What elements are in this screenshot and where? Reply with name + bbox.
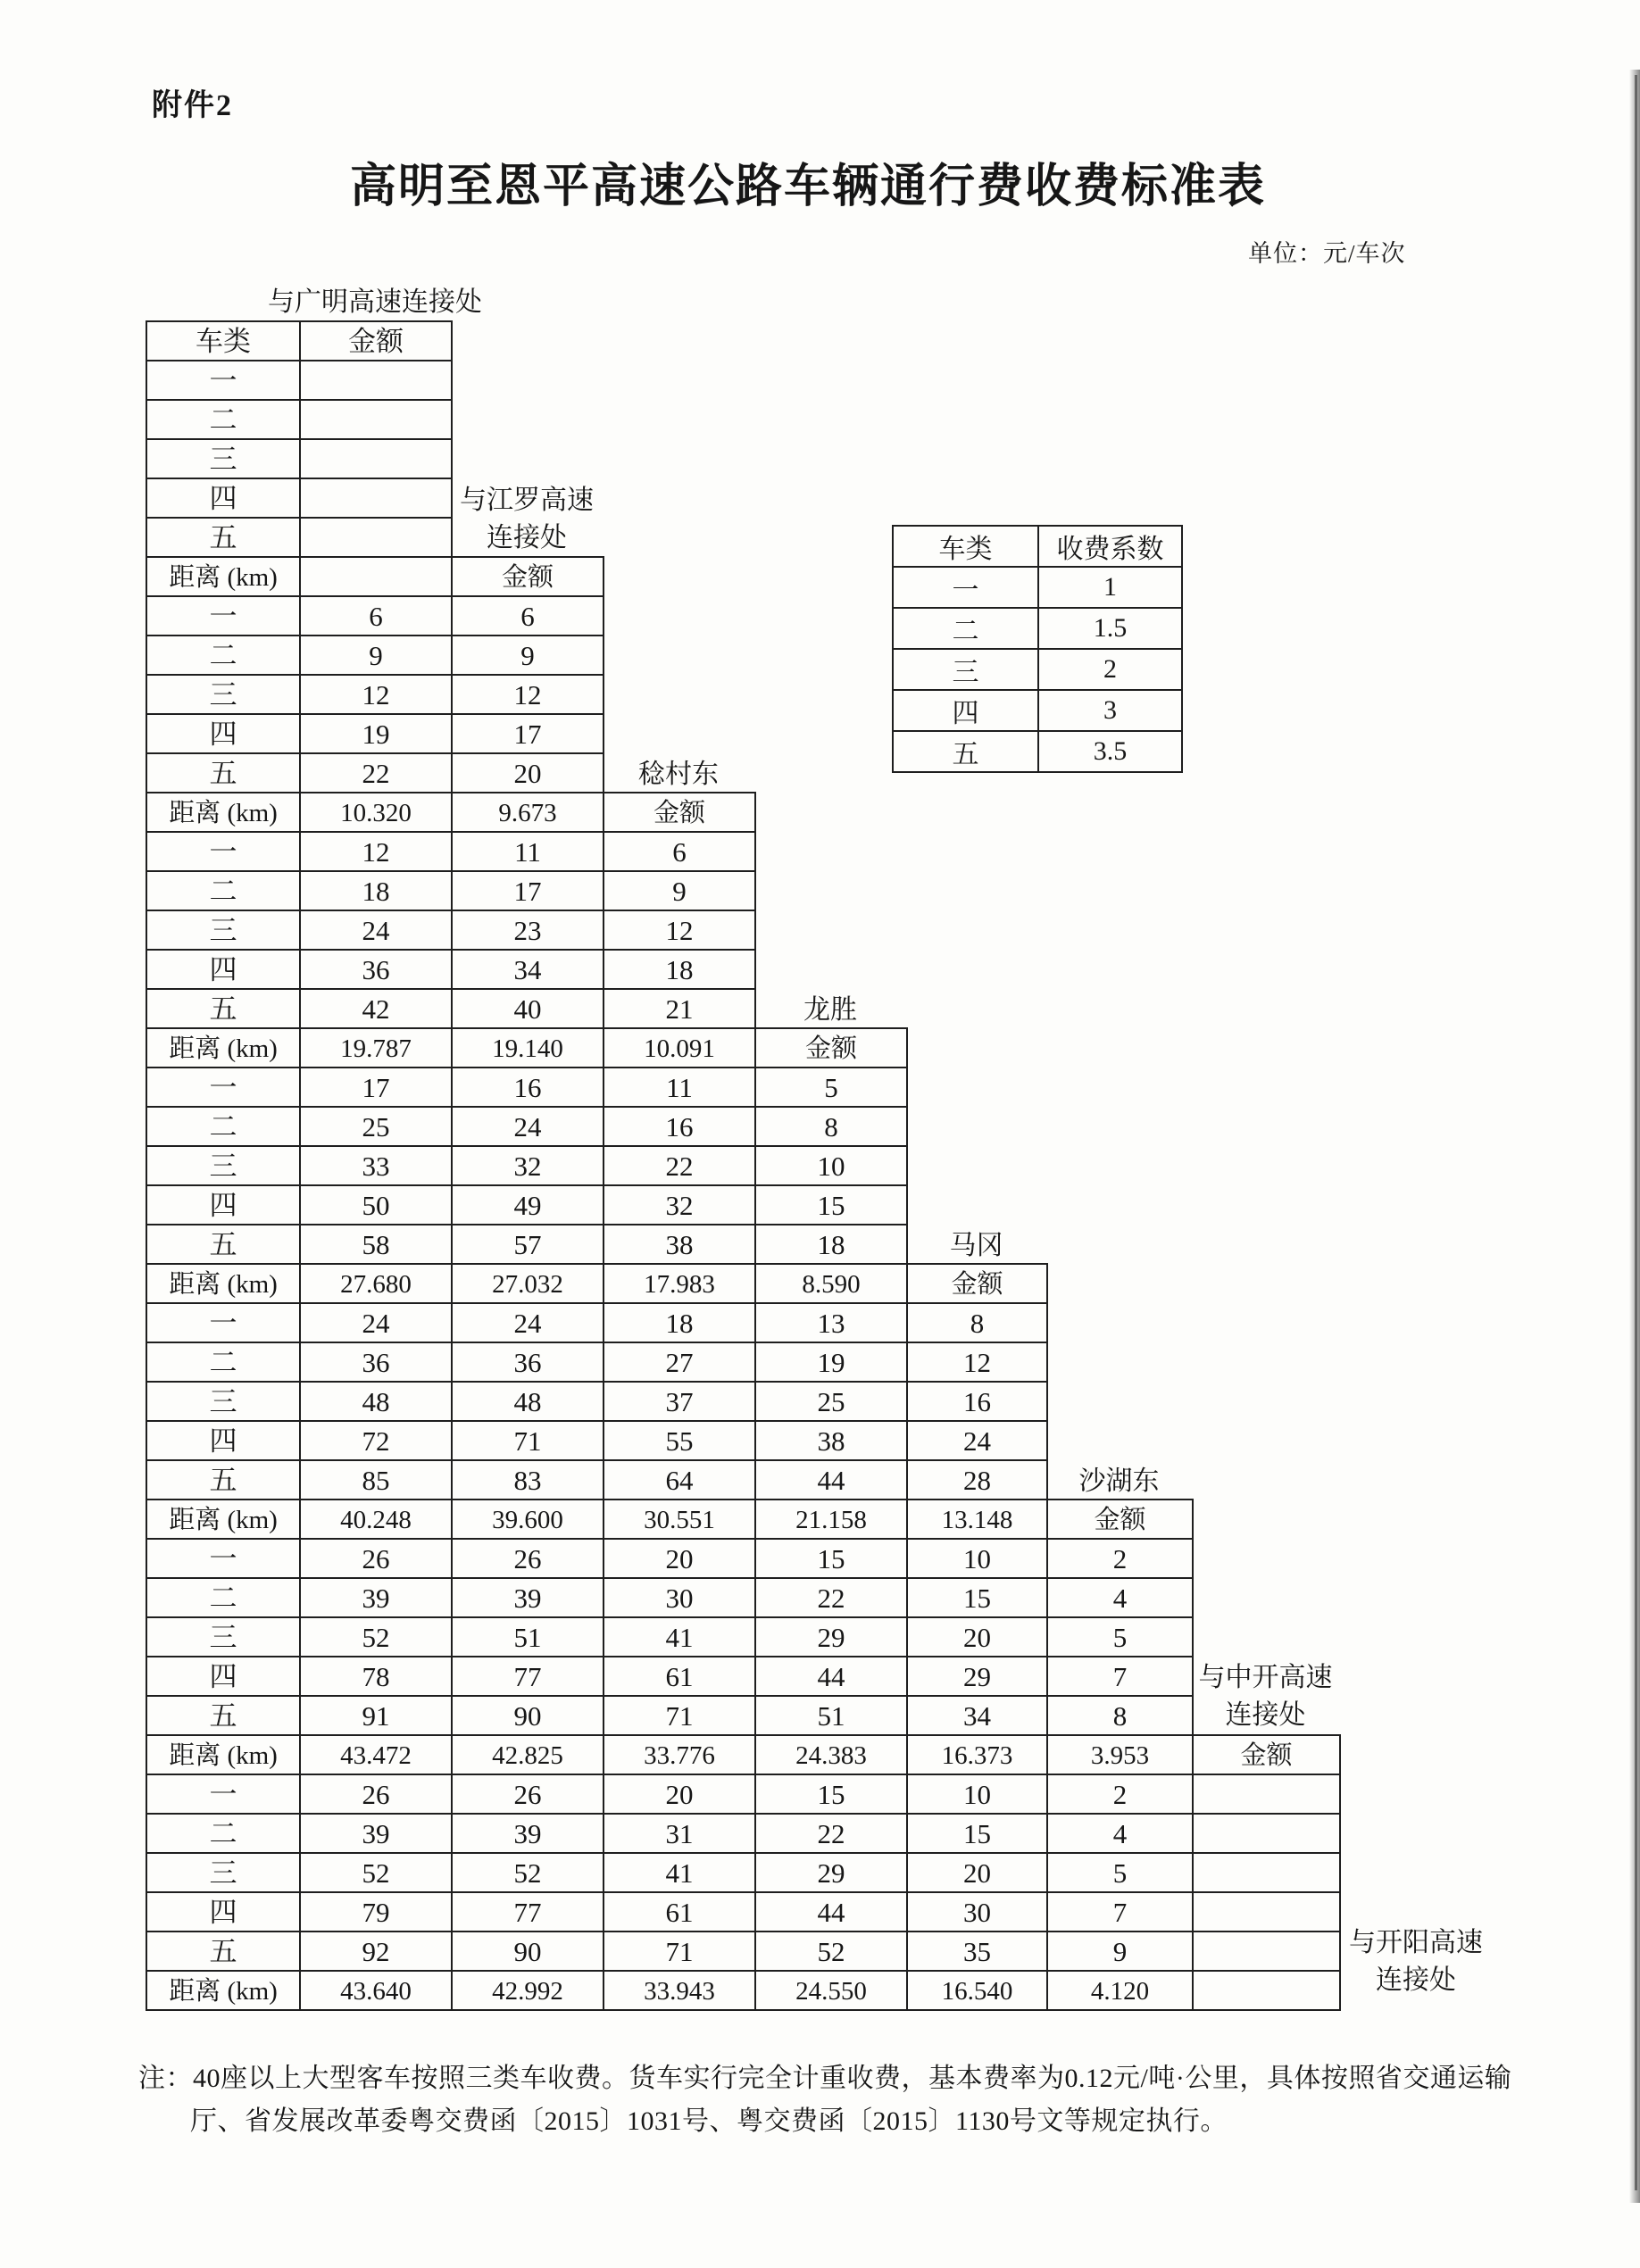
station-label-line: 与开阳高速 — [1349, 1928, 1483, 1957]
vehicle-class-cell: 五 — [146, 517, 301, 558]
toll-value-cell: 9 — [451, 635, 604, 676]
toll-value-cell: 30 — [906, 1891, 1048, 1932]
distance-value-cell: 27.032 — [451, 1263, 604, 1304]
toll-value-cell: 48 — [451, 1381, 604, 1422]
toll-value-cell: 24 — [451, 1106, 604, 1147]
attachment-label: 附件2 — [152, 89, 233, 122]
toll-value-cell: 77 — [451, 1891, 604, 1932]
toll-value-cell: 8 — [1046, 1695, 1194, 1736]
toll-value-cell: 51 — [754, 1695, 908, 1736]
vehicle-class-cell: 二 — [146, 1577, 301, 1618]
vehicle-class-cell: 一 — [146, 360, 301, 401]
distance-value-cell: 10.091 — [603, 1027, 756, 1068]
toll-value-cell: 15 — [906, 1813, 1048, 1854]
distance-value-cell: 9.673 — [451, 792, 604, 833]
toll-value-cell: 21 — [603, 988, 756, 1029]
toll-value-cell: 34 — [451, 949, 604, 990]
toll-value-cell: 49 — [451, 1184, 604, 1225]
toll-value-cell: 26 — [299, 1774, 453, 1815]
distance-value-cell: 27.680 — [299, 1263, 453, 1304]
toll-value-cell: 20 — [603, 1774, 756, 1815]
toll-value-cell: 2 — [1046, 1538, 1194, 1579]
vehicle-class-cell: 四 — [146, 478, 301, 519]
toll-value-cell: 31 — [603, 1813, 756, 1854]
distance-label-cell: 距离 (km) — [146, 556, 301, 597]
toll-value-cell: 24 — [451, 1302, 604, 1343]
distance-value-cell: 24.383 — [754, 1734, 908, 1775]
toll-value-cell — [1192, 1891, 1341, 1932]
distance-value-cell: 19.787 — [299, 1027, 453, 1068]
toll-value-cell: 34 — [906, 1695, 1048, 1736]
distance-label-cell: 距离 (km) — [146, 792, 301, 833]
toll-value-cell: 39 — [299, 1813, 453, 1854]
coef-class: 四 — [893, 690, 1038, 731]
distance-value-cell: 42.992 — [451, 1970, 604, 2011]
toll-value-cell: 8 — [754, 1106, 908, 1147]
toll-value-cell — [1192, 1774, 1341, 1815]
coef-header-factor: 收费系数 — [1038, 526, 1182, 567]
station-label-line: 与江罗高速 — [460, 486, 594, 515]
toll-value-cell: 92 — [299, 1931, 453, 1972]
distance-label-cell: 距离 (km) — [146, 1970, 301, 2011]
toll-value-cell: 18 — [603, 1302, 756, 1343]
vehicle-class-cell: 一 — [146, 1302, 301, 1343]
coefficient-table — [892, 525, 1183, 773]
toll-value-cell: 15 — [754, 1184, 908, 1225]
amount-header-cell: 金额 — [1192, 1734, 1341, 1775]
distance-value-cell: 3.953 — [1046, 1734, 1194, 1775]
vehicle-class-cell: 四 — [146, 713, 301, 754]
toll-value-cell: 39 — [451, 1813, 604, 1854]
toll-value-cell: 36 — [299, 949, 453, 990]
toll-value-cell: 55 — [603, 1420, 756, 1461]
coef-class: 三 — [893, 649, 1038, 690]
toll-value-cell: 17 — [299, 1067, 453, 1108]
amount-header-cell: 金额 — [1046, 1499, 1194, 1540]
toll-value-cell: 5 — [754, 1067, 908, 1108]
vehicle-class-cell: 三 — [146, 1381, 301, 1422]
toll-value-cell: 57 — [451, 1224, 604, 1265]
station-label-rencundong — [603, 756, 754, 793]
distance-value-cell: 43.640 — [299, 1970, 453, 2011]
vehicle-class-cell: 三 — [146, 438, 301, 479]
vehicle-class-cell: 五 — [146, 1459, 301, 1500]
toll-value-cell: 6 — [299, 595, 453, 636]
toll-value-cell — [299, 360, 453, 401]
distance-label-cell: 距离 (km) — [146, 1734, 301, 1775]
amount-header-cell: 金额 — [603, 792, 756, 833]
distance-value-cell: 19.140 — [451, 1027, 604, 1068]
toll-value-cell: 4 — [1046, 1577, 1194, 1618]
toll-value-cell: 9 — [603, 870, 756, 911]
toll-value-cell: 12 — [451, 674, 604, 715]
toll-value-cell: 19 — [299, 713, 453, 754]
toll-value-cell: 12 — [299, 674, 453, 715]
toll-value-cell: 19 — [754, 1342, 908, 1383]
station-label-line: 与广明高速连接处 — [268, 287, 482, 317]
vehicle-class-cell: 一 — [146, 831, 301, 872]
coef-value: 1 — [1038, 567, 1182, 608]
toll-value-cell: 64 — [603, 1459, 756, 1500]
vehicle-class-cell: 一 — [146, 595, 301, 636]
toll-value-cell: 23 — [451, 910, 604, 951]
distance-value-cell — [299, 556, 453, 597]
toll-value-cell: 37 — [603, 1381, 756, 1422]
toll-value-cell: 25 — [754, 1381, 908, 1422]
vehicle-class-cell: 三 — [146, 1852, 301, 1893]
toll-value-cell: 32 — [603, 1184, 756, 1225]
coef-value: 1.5 — [1038, 608, 1182, 649]
toll-value-cell: 13 — [754, 1302, 908, 1343]
station-label-line: 连接处 — [487, 523, 567, 552]
toll-value-cell: 85 — [299, 1459, 453, 1500]
station-label-line: 连接处 — [1225, 1700, 1306, 1730]
station-label-magang — [906, 1227, 1046, 1265]
toll-value-cell: 27 — [603, 1342, 756, 1383]
toll-value-cell: 15 — [754, 1538, 908, 1579]
toll-value-cell: 16 — [906, 1381, 1048, 1422]
vehicle-class-cell: 一 — [146, 1067, 301, 1108]
vehicle-class-cell: 五 — [146, 1695, 301, 1736]
vehicle-class-cell: 四 — [146, 1656, 301, 1697]
coef-class: 一 — [893, 567, 1038, 608]
vehicle-class-cell: 五 — [146, 1931, 301, 1972]
toll-value-cell: 44 — [754, 1891, 908, 1932]
toll-value-cell: 39 — [299, 1577, 453, 1618]
toll-value-cell: 71 — [451, 1420, 604, 1461]
toll-value-cell — [1192, 1852, 1341, 1893]
distance-value-cell: 16.373 — [906, 1734, 1048, 1775]
distance-value-cell: 4.120 — [1046, 1970, 1194, 2011]
amount-header-cell: 金额 — [754, 1027, 908, 1068]
toll-value-cell: 51 — [451, 1616, 604, 1657]
toll-value-cell: 61 — [603, 1891, 756, 1932]
toll-value-cell: 25 — [299, 1106, 453, 1147]
toll-value-cell: 24 — [299, 910, 453, 951]
toll-value-cell: 18 — [603, 949, 756, 990]
toll-value-cell: 72 — [299, 1420, 453, 1461]
toll-value-cell: 20 — [906, 1616, 1048, 1657]
toll-value-cell: 12 — [603, 910, 756, 951]
distance-value-cell: 39.600 — [451, 1499, 604, 1540]
toll-value-cell: 18 — [299, 870, 453, 911]
vehicle-class-cell: 四 — [146, 1184, 301, 1225]
toll-value-cell: 41 — [603, 1852, 756, 1893]
toll-value-cell: 11 — [603, 1067, 756, 1108]
toll-value-cell: 7 — [1046, 1656, 1194, 1697]
toll-value-cell: 15 — [754, 1774, 908, 1815]
station-label-line: 沙湖东 — [1078, 1466, 1160, 1496]
toll-value-cell: 90 — [451, 1695, 604, 1736]
distance-label-cell: 距离 (km) — [146, 1263, 301, 1304]
vehicle-class-cell: 三 — [146, 1145, 301, 1186]
toll-value-cell: 52 — [451, 1852, 604, 1893]
vehicle-class-cell: 二 — [146, 1342, 301, 1383]
amount-header-cell: 金额 — [451, 556, 604, 597]
vehicle-class-cell: 四 — [146, 1891, 301, 1932]
toll-value-cell: 52 — [754, 1931, 908, 1972]
toll-value-cell: 16 — [603, 1106, 756, 1147]
scan-edge-line — [1635, 75, 1637, 2190]
toll-value-cell: 16 — [451, 1067, 604, 1108]
coef-value: 3.5 — [1038, 731, 1182, 772]
toll-value-cell: 36 — [299, 1342, 453, 1383]
toll-value-cell: 11 — [451, 831, 604, 872]
toll-value-cell: 20 — [451, 752, 604, 793]
toll-value-cell: 7 — [1046, 1891, 1194, 1932]
vehicle-class-cell: 二 — [146, 1106, 301, 1147]
coef-class: 五 — [893, 731, 1038, 772]
toll-value-cell: 12 — [906, 1342, 1048, 1383]
vehicle-class-cell: 二 — [146, 1813, 301, 1854]
toll-value-cell: 42 — [299, 988, 453, 1029]
page-title: 高明至恩平高速公路车辆通行费收费标准表 — [349, 162, 1266, 212]
toll-value-cell: 58 — [299, 1224, 453, 1265]
station-label-shahudong — [1046, 1463, 1192, 1500]
toll-value-cell: 91 — [299, 1695, 453, 1736]
toll-value-cell: 18 — [754, 1224, 908, 1265]
toll-value-cell: 9 — [1046, 1931, 1194, 1972]
toll-value-cell: 10 — [906, 1774, 1048, 1815]
station-label-line: 连接处 — [1376, 1965, 1456, 1995]
toll-value-cell: 52 — [299, 1852, 453, 1893]
toll-value-cell: 61 — [603, 1656, 756, 1697]
toll-value-cell: 20 — [906, 1852, 1048, 1893]
toll-value-cell: 10 — [906, 1538, 1048, 1579]
footnote-line-1: 注：40座以上大型客车按照三类车收费。货车实行完全计重收费，基本费率为0.12元/吨·公里，具体按照省交通运输 — [138, 2064, 1512, 2093]
toll-value-cell: 41 — [603, 1616, 756, 1657]
distance-value-cell: 33.943 — [603, 1970, 756, 2011]
toll-value-cell: 52 — [299, 1616, 453, 1657]
toll-value-cell — [299, 399, 453, 440]
distance-label-cell: 距离 (km) — [146, 1027, 301, 1068]
station-label-guangming — [259, 284, 491, 321]
distance-value-cell — [1192, 1970, 1341, 2011]
toll-value-cell: 22 — [754, 1813, 908, 1854]
toll-value-cell: 5 — [1046, 1616, 1194, 1657]
vehicle-class-cell: 五 — [146, 988, 301, 1029]
toll-value-cell: 32 — [451, 1145, 604, 1186]
station-label-kaiyang — [1341, 1924, 1491, 1999]
toll-value-cell: 48 — [299, 1381, 453, 1422]
distance-value-cell: 33.776 — [603, 1734, 756, 1775]
toll-value-cell: 17 — [451, 713, 604, 754]
toll-value-cell: 71 — [603, 1931, 756, 1972]
toll-value-cell: 29 — [754, 1852, 908, 1893]
distance-value-cell: 42.825 — [451, 1734, 604, 1775]
toll-value-cell: 4 — [1046, 1813, 1194, 1854]
toll-value-cell: 50 — [299, 1184, 453, 1225]
toll-value-cell: 44 — [754, 1459, 908, 1500]
toll-value-cell — [299, 517, 453, 558]
distance-value-cell: 43.472 — [299, 1734, 453, 1775]
toll-value-cell — [1192, 1813, 1341, 1854]
vehicle-class-cell: 四 — [146, 949, 301, 990]
toll-value-cell: 90 — [451, 1931, 604, 1972]
toll-value-cell — [299, 438, 453, 479]
vehicle-class-cell: 二 — [146, 870, 301, 911]
distance-value-cell: 8.590 — [754, 1263, 908, 1304]
distance-value-cell: 21.158 — [754, 1499, 908, 1540]
toll-value-cell: 71 — [603, 1695, 756, 1736]
toll-value-cell: 2 — [1046, 1774, 1194, 1815]
toll-value-cell: 83 — [451, 1459, 604, 1500]
toll-value-cell: 10 — [754, 1145, 908, 1186]
vehicle-class-cell: 五 — [146, 752, 301, 793]
toll-value-cell: 9 — [299, 635, 453, 676]
vehicle-class-cell: 二 — [146, 635, 301, 676]
station-label-longsheng — [754, 992, 906, 1029]
coef-class: 二 — [893, 608, 1038, 649]
toll-value-cell: 26 — [451, 1538, 604, 1579]
toll-value-cell: 5 — [1046, 1852, 1194, 1893]
distance-label-cell: 距离 (km) — [146, 1499, 301, 1540]
vehicle-class-cell: 五 — [146, 1224, 301, 1265]
station-label-line: 马冈 — [949, 1231, 1003, 1260]
toll-value-cell: 29 — [754, 1616, 908, 1657]
toll-value-cell: 77 — [451, 1656, 604, 1697]
toll-value-cell: 79 — [299, 1891, 453, 1932]
toll-value-cell: 39 — [451, 1577, 604, 1618]
distance-value-cell: 13.148 — [906, 1499, 1048, 1540]
distance-value-cell: 17.983 — [603, 1263, 756, 1304]
toll-value-cell: 28 — [906, 1459, 1048, 1500]
toll-value-cell: 26 — [451, 1774, 604, 1815]
toll-value-cell: 17 — [451, 870, 604, 911]
toll-value-cell: 33 — [299, 1145, 453, 1186]
vehicle-class-cell: 一 — [146, 1538, 301, 1579]
station-label-line: 龙胜 — [803, 995, 857, 1025]
vehicle-class-cell: 三 — [146, 674, 301, 715]
toll-value-cell — [1192, 1931, 1341, 1972]
vehicle-class-cell: 四 — [146, 1420, 301, 1461]
distance-value-cell: 10.320 — [299, 792, 453, 833]
toll-value-cell: 20 — [603, 1538, 756, 1579]
distance-value-cell: 30.551 — [603, 1499, 756, 1540]
vehicle-class-cell: 三 — [146, 910, 301, 951]
toll-value-cell: 38 — [603, 1224, 756, 1265]
amount-header-cell: 金额 — [299, 320, 453, 361]
distance-value-cell: 16.540 — [906, 1970, 1048, 2011]
station-label-line: 稔村东 — [638, 760, 719, 789]
toll-value-cell: 15 — [906, 1577, 1048, 1618]
toll-value-cell: 22 — [603, 1145, 756, 1186]
toll-value-cell: 6 — [603, 831, 756, 872]
toll-value-cell: 35 — [906, 1931, 1048, 1972]
coef-value: 3 — [1038, 690, 1182, 731]
distance-value-cell: 24.550 — [754, 1970, 908, 2011]
toll-value-cell: 22 — [754, 1577, 908, 1618]
toll-value-cell — [299, 478, 453, 519]
toll-value-cell: 8 — [906, 1302, 1048, 1343]
toll-value-cell: 24 — [906, 1420, 1048, 1461]
class-header-cell: 车类 — [146, 320, 301, 361]
toll-value-cell: 22 — [299, 752, 453, 793]
distance-value-cell: 40.248 — [299, 1499, 453, 1540]
toll-value-cell: 29 — [906, 1656, 1048, 1697]
toll-value-cell: 26 — [299, 1538, 453, 1579]
vehicle-class-cell: 一 — [146, 1774, 301, 1815]
toll-value-cell: 40 — [451, 988, 604, 1029]
toll-value-cell: 12 — [299, 831, 453, 872]
station-label-line: 与中开高速 — [1198, 1663, 1333, 1692]
toll-value-cell: 30 — [603, 1577, 756, 1618]
toll-value-cell: 6 — [451, 595, 604, 636]
footnote-line-2: 厅、省发展改革委粤交费函〔2015〕1031号、粤交费函〔2015〕1130号文等规定执行。 — [190, 2106, 1228, 2136]
toll-value-cell: 44 — [754, 1656, 908, 1697]
toll-value-cell: 78 — [299, 1656, 453, 1697]
vehicle-class-cell: 三 — [146, 1616, 301, 1657]
coef-header-class: 车类 — [893, 526, 1038, 567]
station-label-zhongkai — [1192, 1659, 1339, 1734]
toll-value-cell: 24 — [299, 1302, 453, 1343]
unit-note: 单位：元/车次 — [1248, 240, 1406, 267]
station-label-jiangluo — [451, 482, 603, 557]
vehicle-class-cell: 二 — [146, 399, 301, 440]
toll-value-cell: 36 — [451, 1342, 604, 1383]
amount-header-cell: 金额 — [906, 1263, 1048, 1304]
coef-value: 2 — [1038, 649, 1182, 690]
toll-value-cell: 38 — [754, 1420, 908, 1461]
